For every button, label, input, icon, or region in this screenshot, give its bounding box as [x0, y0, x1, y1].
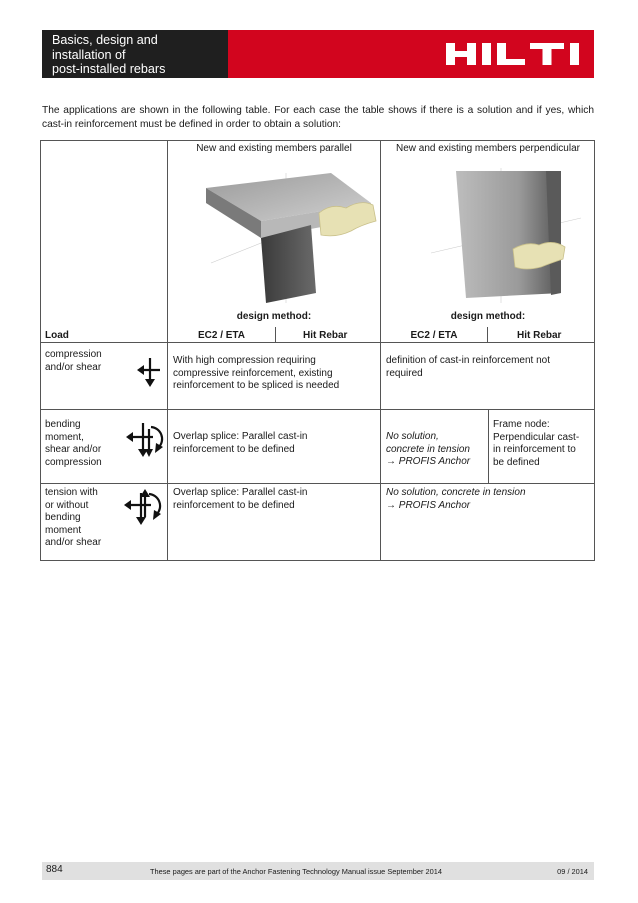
hit-rebar-header-perpendicular: Hit Rebar	[517, 330, 562, 341]
page-footer	[42, 862, 594, 880]
page-number: 884	[46, 864, 63, 875]
hit-rebar-header-parallel: Hit Rebar	[303, 330, 348, 341]
col-header-perpendicular: New and existing members perpendicular	[396, 143, 580, 154]
row2-parallel-text: Overlap splice: Parallel cast-in reinforcement to be defined	[173, 431, 308, 455]
col-header-parallel: New and existing members parallel	[196, 143, 352, 154]
load-label-row3: tension with or without bending moment and/or shear	[45, 487, 102, 548]
load-label-row1: compression and/or shear	[45, 349, 102, 373]
perpendicular-members-illustration	[431, 163, 581, 308]
ec2-eta-header-parallel: EC2 / ETA	[197, 330, 246, 341]
load-label-row2: bending moment, shear and/or compression	[45, 419, 102, 468]
design-method-parallel: design method:	[236, 311, 312, 322]
hilti-logo	[446, 43, 582, 65]
compression-shear-arrows-icon	[136, 356, 164, 388]
design-method-perpendicular: design method:	[450, 311, 526, 322]
load-header: Load	[45, 330, 69, 341]
bending-moment-arrows-icon	[125, 421, 165, 459]
header-brand-block	[228, 30, 594, 78]
intro-paragraph: The applications are shown in the following table. For each case the table shows if there is a solution and if yes, which cast-in reinforcement must be defined in order to obtain a solution:	[42, 105, 594, 130]
ec2-eta-header-perpendicular: EC2 / ETA	[410, 330, 458, 341]
row3-perpendicular-text: No solution, concrete in tension → PROFIS Anchor	[386, 487, 526, 511]
row2-perpendicular-ec2-text: No solution, concrete in tension → PROFIS Anchor	[386, 431, 471, 467]
row2-perpendicular-hit-text: Frame node: Perpendicular cast- in reinforcement to be defined	[493, 419, 580, 468]
row3-parallel-text: Overlap splice: Parallel cast-in reinforcement to be defined	[173, 487, 308, 511]
tension-bending-arrows-icon	[123, 489, 165, 525]
header-title-block	[42, 30, 228, 78]
page-header	[42, 30, 594, 78]
row1-perpendicular-text: definition of cast-in reinforcement not required	[386, 355, 550, 379]
row1-parallel-text: With high compression requiring compressive reinforcement, existing reinforcement to be spliced is needed	[173, 355, 340, 391]
application-table	[40, 140, 595, 561]
footer-note: These pages are part of the Anchor Fastening Technology Manual issue September 2014	[150, 867, 442, 876]
footer-date: 09 / 2014	[557, 867, 588, 876]
header-title: Basics, design and installation of post-installed rebars	[52, 33, 166, 76]
parallel-members-illustration	[191, 163, 381, 308]
